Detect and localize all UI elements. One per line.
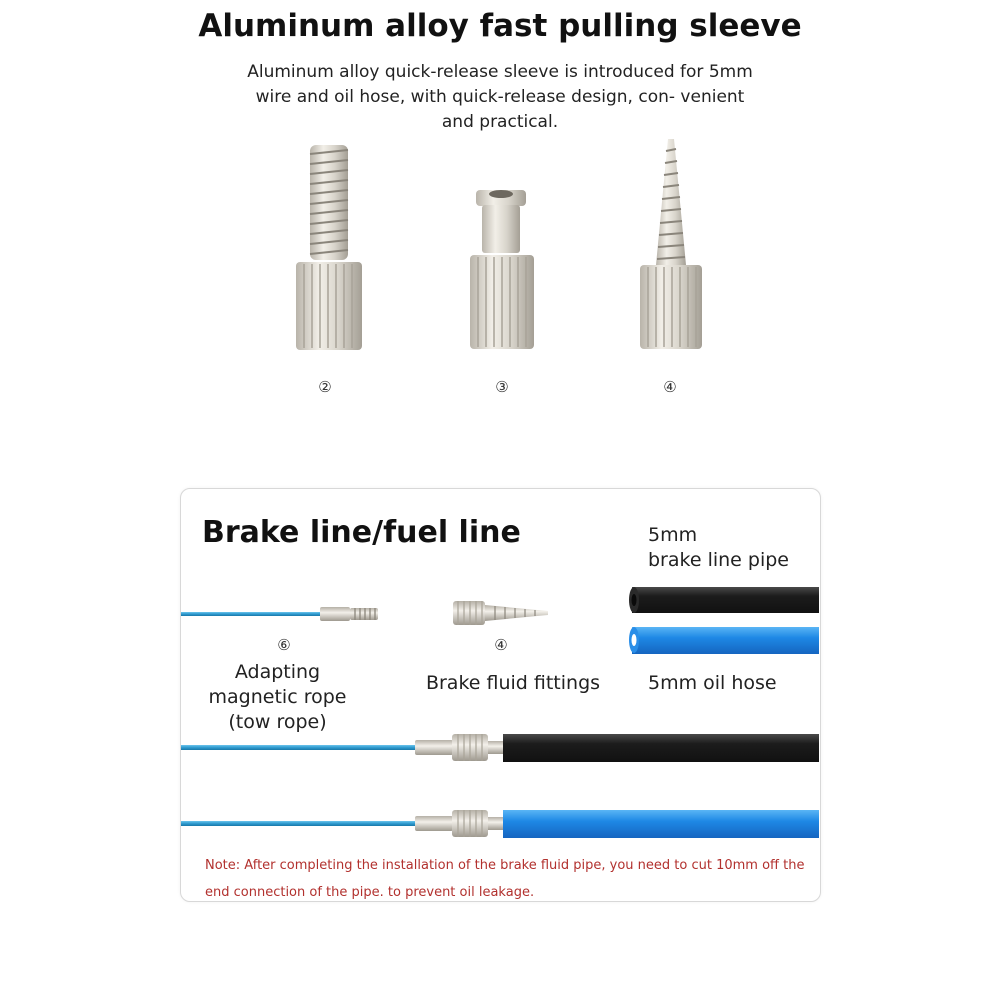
part-number-3: ③ <box>495 378 509 396</box>
brake-pipe-label: 5mm brake line pipe <box>648 524 789 571</box>
brake-fluid-fittings-label: Brake fluid fittings <box>425 672 601 694</box>
part-number-2: ② <box>318 378 332 396</box>
item-number-4: ④ <box>494 636 508 654</box>
assembled-oil-hose <box>181 810 819 838</box>
magnetic-rope-label: Adapting magnetic rope (tow rope) <box>208 661 347 733</box>
assembled-brake-pipe <box>181 734 819 762</box>
page-subtitle: Aluminum alloy quick-release sleeve is introduced for 5mm wire and oil hose, with quick-release design, con- venient and practical. <box>247 62 753 132</box>
magnetic-rope-icon <box>181 607 378 621</box>
page-title: Aluminum alloy fast pulling sleeve <box>198 8 802 44</box>
item-number-6: ⑥ <box>277 636 291 654</box>
oil-hose-label: 5mm oil hose <box>648 672 777 694</box>
installation-note: Note: After completing the installation of the brake fluid pipe, you need to cut 10mm off the end connection of the pipe. to prevent oil leakage. <box>205 858 805 900</box>
brake-line-pipe-sample <box>629 587 819 613</box>
panel-title: Brake line/fuel line <box>202 515 521 550</box>
brake-fluid-fitting-icon <box>453 601 548 625</box>
oil-hose-sample <box>629 627 819 654</box>
part-number-4: ④ <box>663 378 677 396</box>
